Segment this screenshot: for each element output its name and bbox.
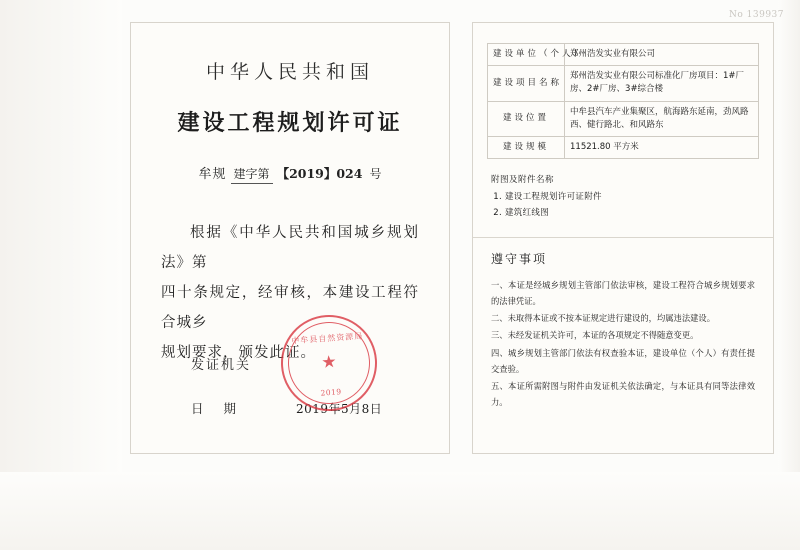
attachments-title: 附图及附件名称 bbox=[491, 175, 555, 186]
rule-item-2: 二、未取得本证或不按本证规定进行建设的，均属违法建设。 bbox=[491, 313, 716, 324]
rule-item-5: 五、本证所需附图与附件由发证机关依法确定，与本证具有同等法律效力。 bbox=[491, 380, 755, 408]
seal-text-bottom: 2019 bbox=[320, 387, 342, 398]
seal-star-icon: ★ bbox=[320, 351, 338, 374]
scan-edge-right bbox=[778, 0, 800, 550]
list-item: 2. 建筑红线图 bbox=[505, 206, 755, 221]
country-title: 中华人民共和国 bbox=[205, 61, 374, 83]
rules-divider bbox=[473, 237, 773, 238]
table-row bbox=[488, 101, 759, 136]
body-line-2: 四十条规定，经审核，本建设工程符合城乡 bbox=[161, 285, 419, 331]
certificate-panel bbox=[130, 22, 450, 454]
attachments-block bbox=[491, 173, 755, 221]
information-panel bbox=[472, 22, 774, 454]
issue-date-value: 2019年5月8日 bbox=[295, 402, 383, 416]
body-line-3: 规划要求，颁发此证。 bbox=[161, 345, 316, 361]
certificate-title: 建设工程规划许可证 bbox=[177, 110, 403, 136]
info-key-unit: 建设单位（个人） bbox=[488, 44, 565, 66]
attachments-list bbox=[491, 190, 755, 221]
rule-item-4: 四、城乡规划主管部门依法有权查验本证，建设单位（个人）有责任提交查验。 bbox=[491, 347, 755, 374]
body-line-1: 根据《中华人民共和国城乡规划法》第 bbox=[161, 225, 419, 271]
rule-item-1: 一、本证是经城乡规划主管部门依法审核，建设工程符合城乡规划要求的法律凭证。 bbox=[491, 279, 755, 307]
certificate-number-kind: 建字第 bbox=[231, 165, 273, 184]
info-key-location: 建设位置 bbox=[488, 101, 565, 136]
table-row bbox=[488, 136, 759, 158]
scan-edge-bottom bbox=[0, 472, 800, 550]
info-value-location: 中牟县汽车产业集聚区，航海路东延南，劲风路西、健行路北、和风路东 bbox=[565, 101, 759, 136]
certificate-number-suffix: 号 bbox=[369, 167, 382, 181]
issuer-label: 发证机关 bbox=[191, 358, 252, 373]
certificate-content bbox=[131, 23, 449, 453]
rules-title: 遵守事项 bbox=[491, 251, 548, 266]
project-info-table bbox=[487, 43, 759, 159]
certificate-number-prefix: 牟规 bbox=[198, 167, 227, 182]
info-key-scale: 建设规模 bbox=[488, 136, 565, 158]
info-value-scale: 11521.80 平方米 bbox=[565, 136, 759, 158]
list-item: 1. 建设工程规划许可证附件 bbox=[505, 190, 755, 205]
info-value-unit: 郑州浩发实业有限公司 bbox=[565, 44, 759, 66]
document-serial-number: No 139937 bbox=[728, 10, 784, 20]
scan-edge-left bbox=[0, 0, 122, 550]
table-row bbox=[488, 44, 759, 66]
rule-item-3: 三、未经发证机关许可，本证的各项规定不得随意变更。 bbox=[491, 330, 699, 341]
rules-list bbox=[491, 277, 755, 410]
info-key-project-name: 建设项目名称 bbox=[488, 66, 565, 101]
table-row bbox=[488, 66, 759, 101]
seal-text-top: 中牟县自然资源局 bbox=[291, 331, 364, 346]
info-value-project-name: 郑州浩发实业有限公司标准化厂房项目：1#厂房、2#厂房、3#综合楼 bbox=[565, 66, 759, 101]
issue-date-label: 日 期 bbox=[191, 401, 244, 416]
certificate-number-row bbox=[131, 163, 449, 184]
certificate-number-value: 【2019】024 bbox=[276, 166, 363, 181]
